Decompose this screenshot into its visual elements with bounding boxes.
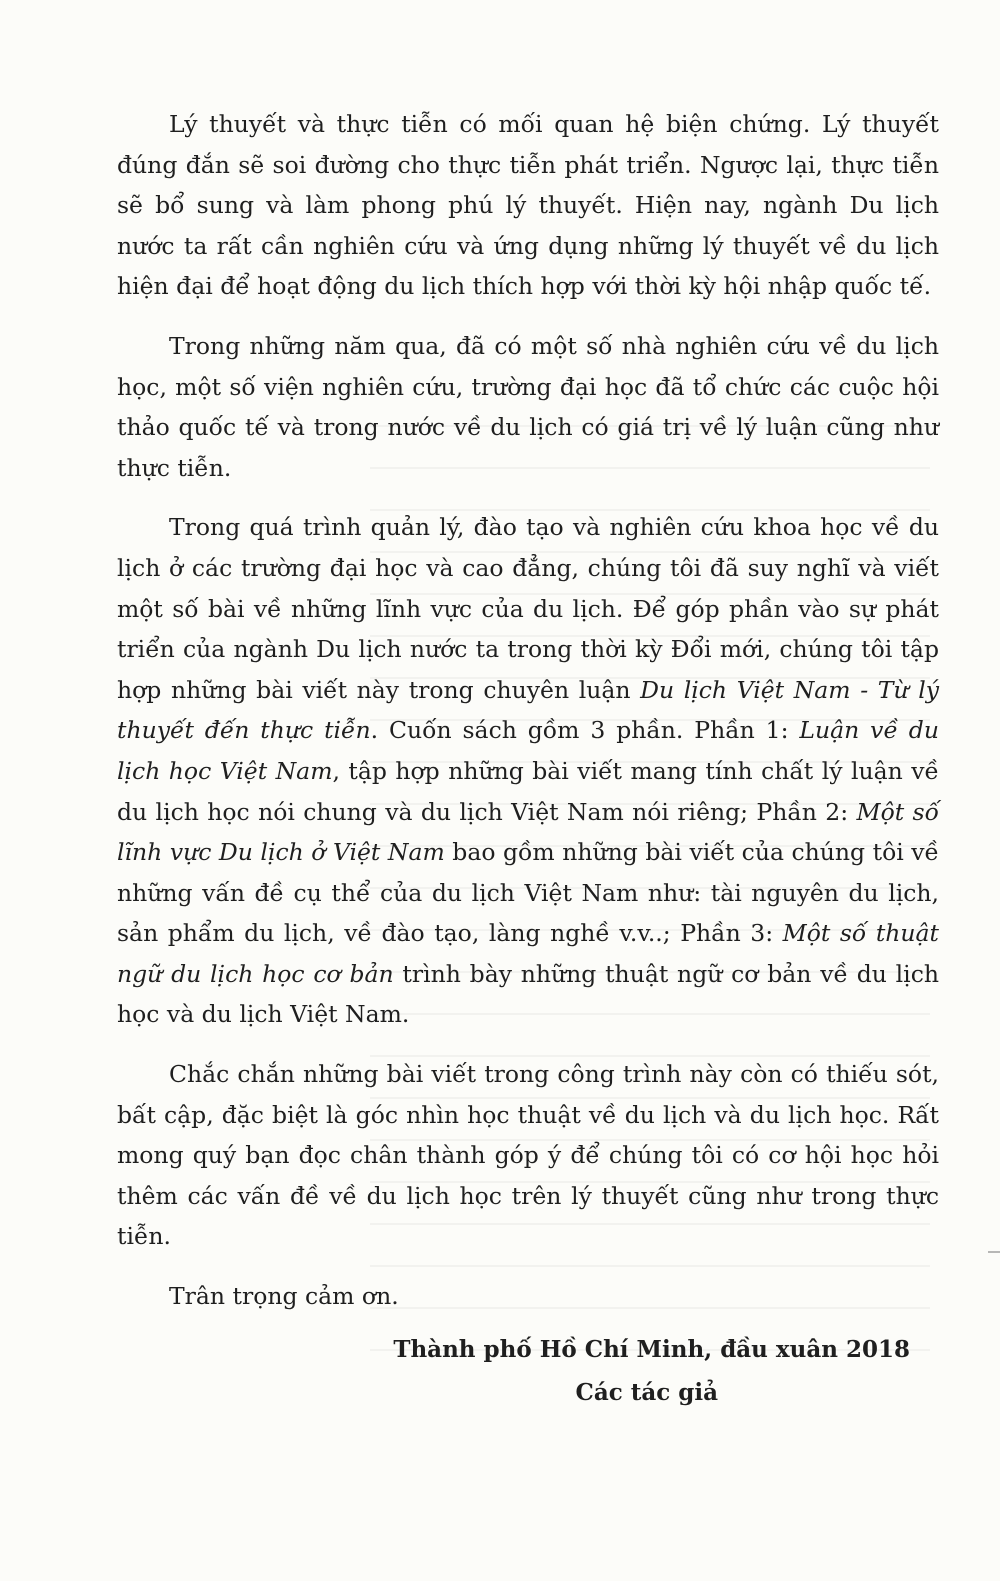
paragraph-intro: Lý thuyết và thực tiễn có mối quan hệ biện chứng. Lý thuyết đúng đắn sẽ soi đường cho thực tiễn phát triển. Ngược lại, thực tiễn sẽ bổ sung và làm phong phú lý thuyết. Hiện nay, ngành Du lịch nước ta rất cần nghiên cứu và ứng dụng những lý thuyết về du lịch hiện đại để hoạt động du lịch thích hợp với thời kỳ hội nhập quốc tế. bbox=[117, 110, 939, 301]
signature-place-date: Thành phố Hồ Chí Minh, đầu xuân 2018 bbox=[393, 1336, 910, 1363]
closing-thanks: Trân trọng cảm ơn. bbox=[169, 1282, 399, 1311]
paragraph-feedback: Chắc chắn những bài viết trong công trình này còn có thiếu sót, bất cập, đặc biệt là góc nhìn học thuật về du lịch và du lịch học. Rất mong quý bạn đọc chân thành góp ý để chúng tôi có cơ hội học hỏi thêm các vấn đề về du lịch học trên lý thuyết cũng như trong thực tiễn. bbox=[117, 1060, 939, 1251]
paragraph-research: Trong những năm qua, đã có một số nhà nghiên cứu về du lịch học, một số viện nghiên cứu, trường đại học đã tổ chức các cuộc hội thảo quốc tế và trong nước về du lịch có giá trị về lý luận cũng như thực tiễn. bbox=[117, 331, 939, 482]
paragraph-text-segment: . Cuốn sách gồm 3 phần. Phần 1: bbox=[370, 716, 800, 745]
book-title: Du lịch Việt Nam - Từ lý thuyết đến thực tiễn bbox=[117, 675, 940, 745]
paragraph-text-segment: Trong quá trình quản lý, đào tạo và nghiên cứu khoa học về du lịch ở các trường đại học và cao đẳng, chúng tôi đã suy nghĩ và viết một số bài về những lĩnh vực của du lịch. Để góp phần vào sự phát triển của ngành Du lịch nước ta trong thời kỳ Đổi mới, chúng tôi tập hợp những bài viết này trong chuyên luận bbox=[117, 513, 939, 704]
part-3-title: Một số thuật ngữ du lịch học cơ bản bbox=[117, 919, 939, 988]
paragraph-text-segment: , tập hợp những bài viết mang tính chất lý luận về du lịch học nói chung và du lịch Việt Nam nói riêng; Phần 2: bbox=[117, 756, 939, 826]
signature-authors: Các tác giả bbox=[575, 1379, 718, 1406]
paragraph-text-segment: trình bày những thuật ngữ cơ bản về du lịch học và du lịch Việt Nam. bbox=[117, 959, 939, 1029]
part-2-title: Một số lĩnh vực Du lịch ở Việt Nam bbox=[117, 797, 939, 867]
part-1-title: Luận về du lịch học Việt Nam bbox=[117, 716, 939, 785]
body-text bbox=[117, 104, 939, 1349]
paragraph-book-structure bbox=[117, 507, 939, 1035]
paragraph-text-segment: bao gồm những bài viết của chúng tôi về những vấn đề cụ thể của du lịch Việt Nam như: tài nguyên du lịch, sản phẩm du lịch, về đào tạo, làng nghề v.v..; Phần 3: bbox=[117, 838, 939, 948]
page-edge-mark bbox=[988, 1251, 1000, 1253]
